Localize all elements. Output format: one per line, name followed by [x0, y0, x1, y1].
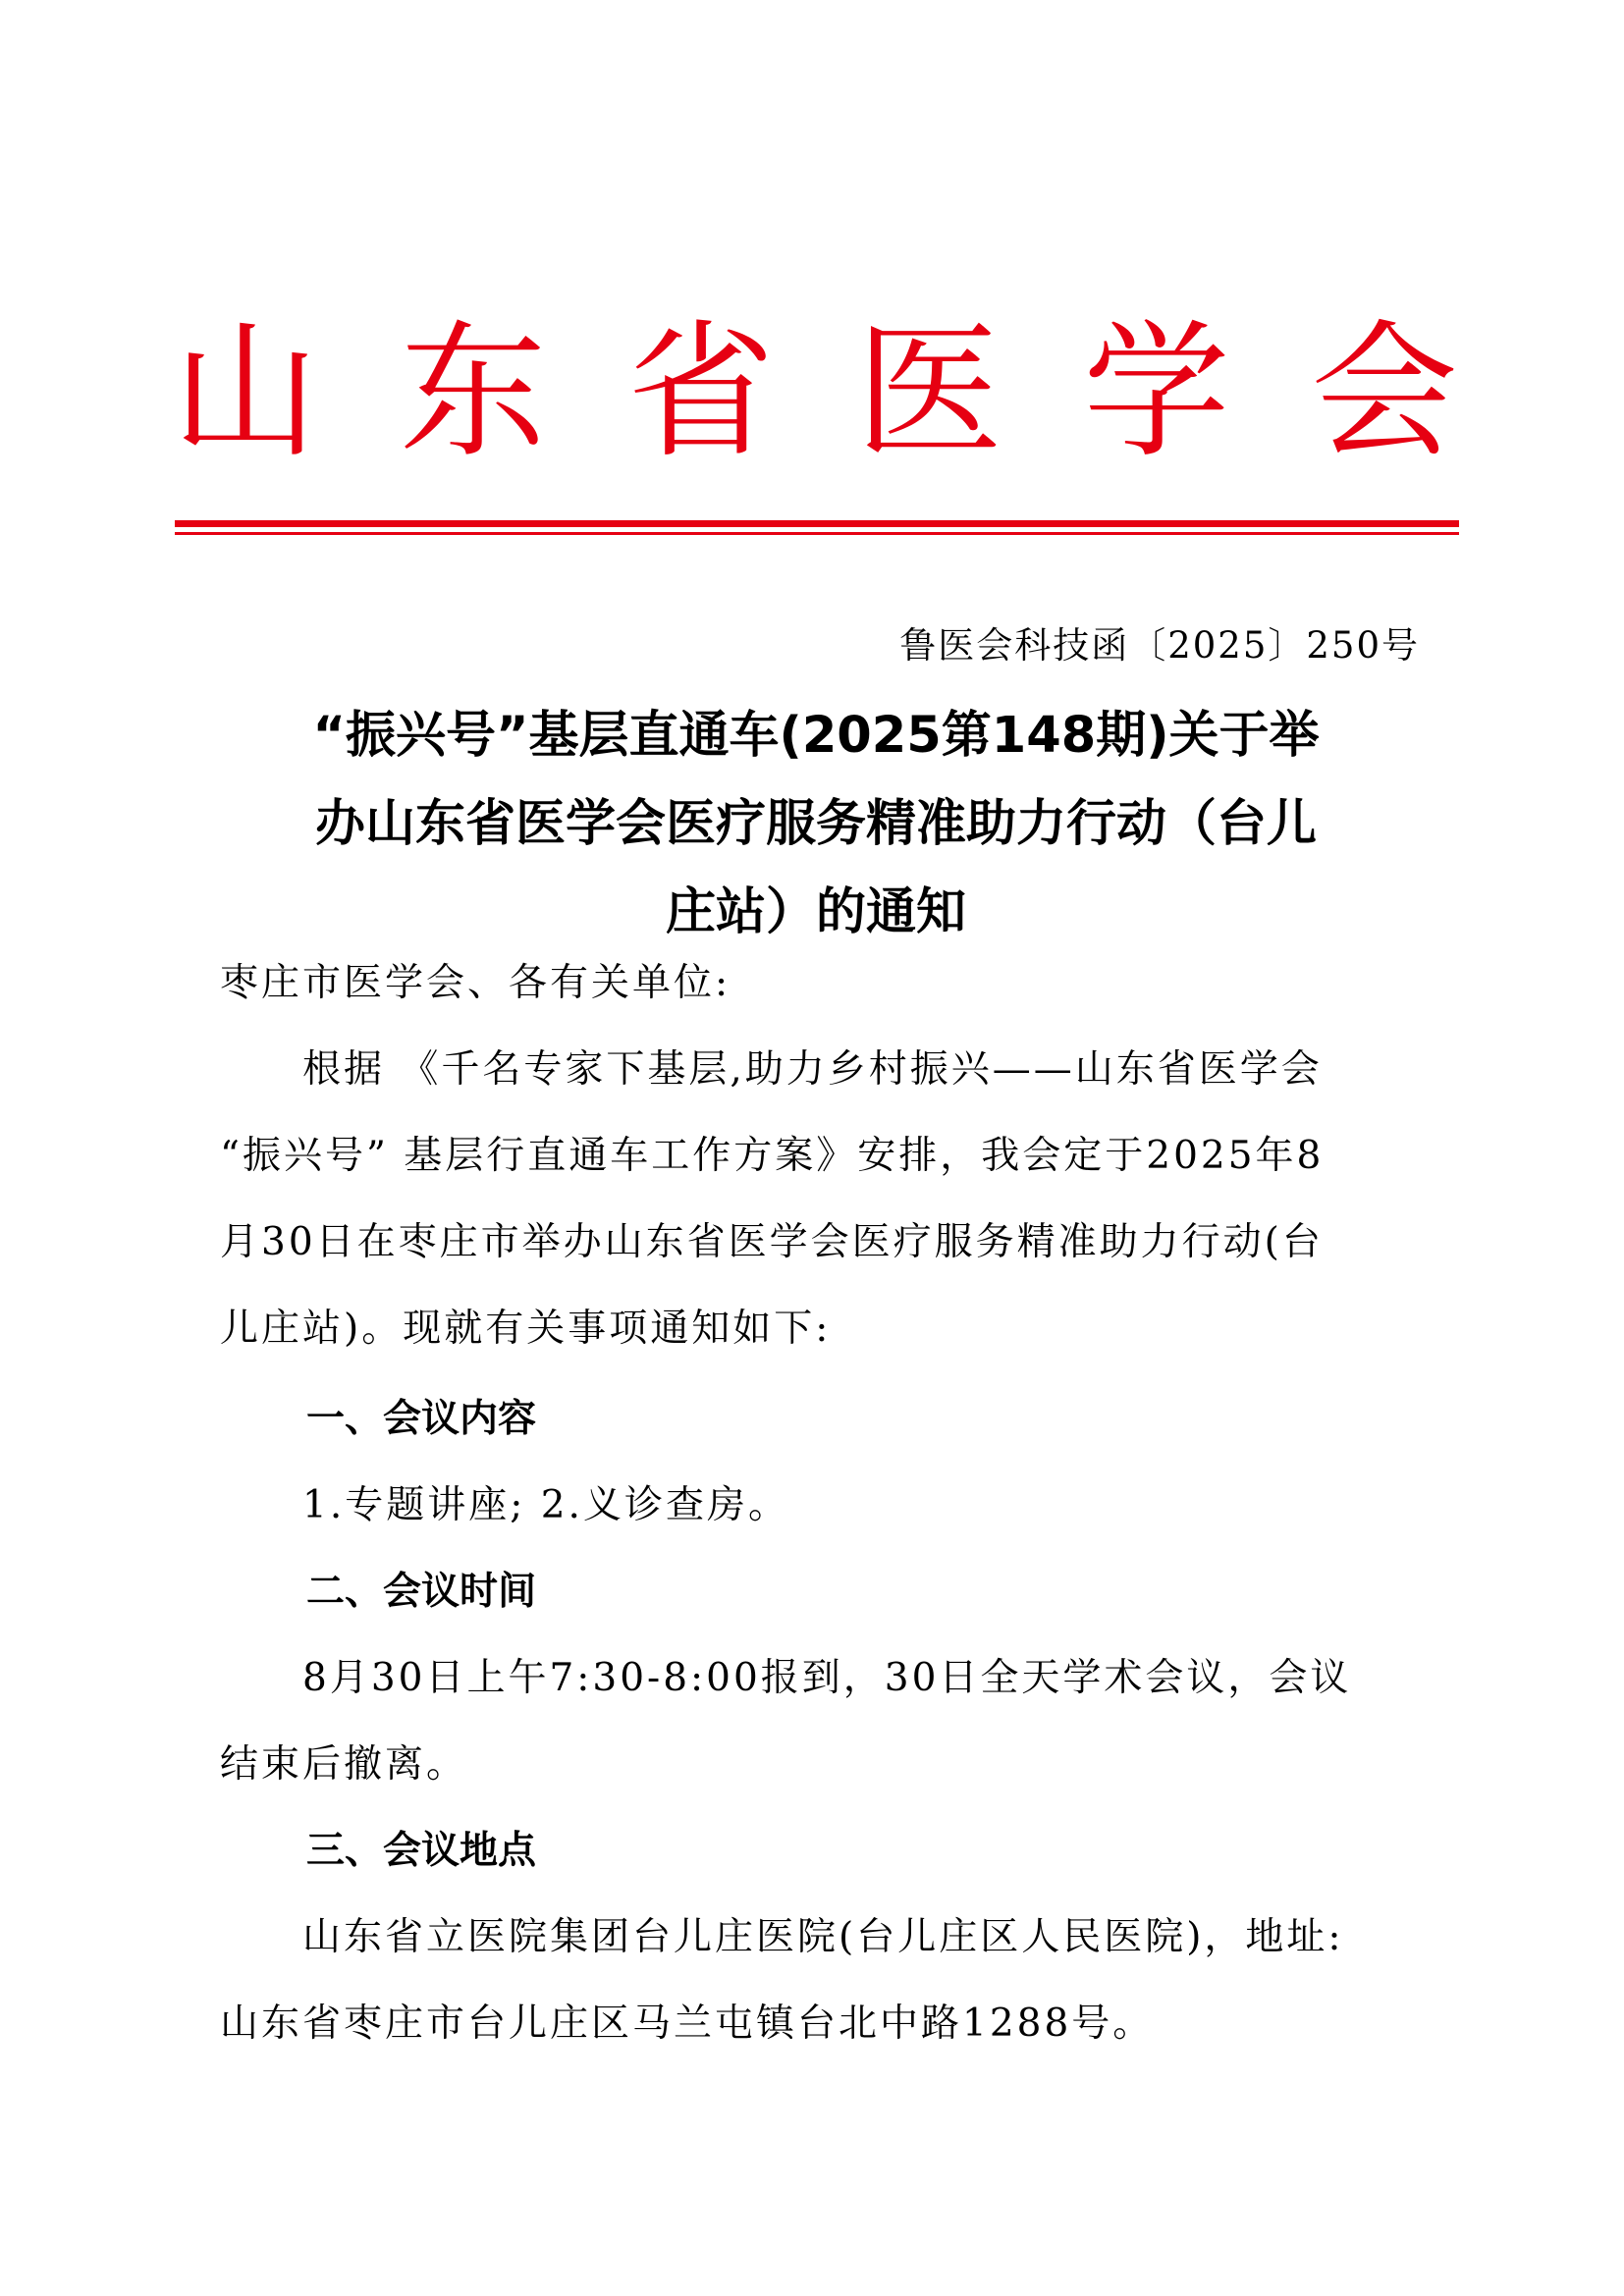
- section-content-body: [220, 1463, 1420, 1549]
- organization-name: [167, 294, 1463, 491]
- org-char: 省: [626, 307, 775, 478]
- salutation-line: 枣庄市医学会、各有关单位:: [220, 961, 731, 1005]
- paragraph-line: 结束后撤离。: [220, 1742, 468, 1787]
- paragraph-line: 1.专题讲座; 2.义诊查房。: [220, 1483, 789, 1527]
- letterhead-divider-thin: [175, 532, 1459, 535]
- document-number: 鲁医会科技函〔2025〕250号: [899, 624, 1420, 667]
- document-title: [214, 692, 1418, 957]
- paragraph-line: 月30日在枣庄市举办山东省医学会医疗服务精准助力行动(台: [220, 1220, 1324, 1264]
- section-venue-body: [220, 1895, 1420, 2067]
- paragraph-line: “振兴号” 基层行直通车工作方案》安排，我会定于2025年8: [220, 1134, 1325, 1178]
- org-char: 学: [1082, 307, 1230, 478]
- section-heading-content: 一、会议内容: [306, 1397, 537, 1441]
- title-line: 庄站）的通知: [665, 883, 966, 941]
- org-char: 会: [1310, 307, 1458, 478]
- org-char: 东: [399, 307, 547, 478]
- letterhead-divider-thick: [175, 520, 1459, 527]
- org-char: 山: [171, 307, 319, 478]
- paragraph-line: 山东省立医院集团台儿庄医院(台儿庄区人民医院)，地址:: [220, 1915, 1344, 1959]
- paragraph-line: 山东省枣庄市台儿庄区马兰屯镇台北中路1288号。: [220, 2002, 1155, 2046]
- paragraph-line: 儿庄站)。现就有关事项通知如下:: [220, 1307, 832, 1351]
- title-line: “振兴号”基层直通车(2025第148期)关于举: [312, 707, 1320, 765]
- title-line: 办山东省医学会医疗服务精准助力行动（台儿: [314, 795, 1317, 853]
- paragraph-line: 根据 《千名专家下基层,助力乡村振兴——山东省医学会: [220, 1047, 1323, 1092]
- org-char: 医: [854, 307, 1002, 478]
- paragraph-line: 8月30日上午7:30-8:00报到，30日全天学术会议，会议: [220, 1656, 1352, 1700]
- section-heading-time: 二、会议时间: [306, 1570, 537, 1614]
- section-heading-venue: 三、会议地点: [306, 1829, 537, 1873]
- salutation: [220, 940, 1420, 1027]
- intro-paragraph: [220, 1027, 1420, 1372]
- section-time-body: [220, 1635, 1420, 1808]
